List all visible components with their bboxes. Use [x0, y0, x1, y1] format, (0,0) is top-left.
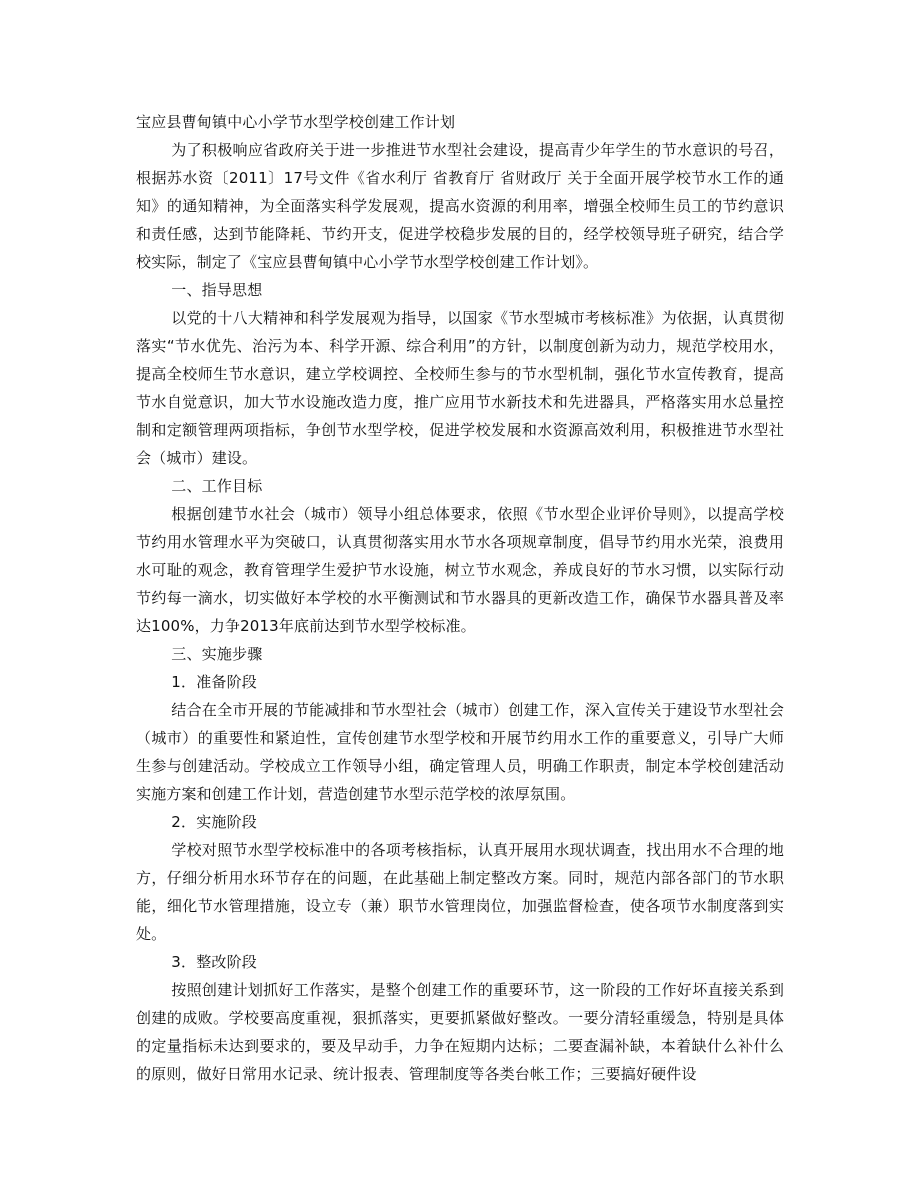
document-page [136, 108, 784, 1088]
step-heading-preparation: 1．准备阶段 [171, 673, 257, 691]
step-heading-rectification: 3．整改阶段 [171, 953, 257, 971]
step-heading-implementation: 2．实施阶段 [171, 813, 257, 831]
section-body-work-goals: 根据创建节水社会（城市）领导小组总体要求，依照《节水型企业评价导则》，以提高学校节约用水管理水平为突破口，认真贯彻落实用水节水各项规章制度，倡导节约用水光荣，浪费用水可耻的观念，教育管理学生爱护节水设施，树立节水观念，养成良好的节水习惯，以实际行动节约每一滴水，切实做好本学校的水平衡测试和节水器具的更新改造工作，确保节水器具普及率达100%，力争2013年底前达到节水型学校标准。 [136, 505, 784, 635]
section-heading-work-goals: 二、工作目标 [171, 477, 263, 495]
intro-paragraph: 为了积极响应省政府关于进一步推进节水型社会建设，提高青少年学生的节水意识的号召，根据苏水资〔2011〕17号文件《省水利厅 省教育厅 省财政厅 关于全面开展学校节水工作的通知》的通知精神，为全面落实科学发展观，提高水资源的利用率，增强全校师生员工的节约意识和责任感，达到节能降耗、节约开支，促进学校稳步发展的目的，经学校领导班子研究，结合学校实际，制定了《宝应县曹甸镇中心小学节水型学校创建工作计划》。 [136, 141, 784, 271]
section-heading-implementation-steps: 三、实施步骤 [171, 645, 263, 663]
step-body-implementation: 学校对照节水型学校标准中的各项考核指标，认真开展用水现状调查，找出用水不合理的地方，仔细分析用水环节存在的问题，在此基础上制定整改方案。同时，规范内部各部门的节水职能，细化节水管理措施，设立专（兼）职节水管理岗位，加强监督检查，使各项节水制度落到实处。 [136, 841, 784, 943]
step-body-rectification: 按照创建计划抓好工作落实，是整个创建工作的重要环节，这一阶段的工作好坏直接关系到创建的成败。学校要高度重视，狠抓落实，更要抓紧做好整改。一要分清轻重缓急，特别是具体的定量指标未达到要求的，要及早动手，力争在短期内达标；二要查漏补缺，本着缺什么补什么的原则，做好日常用水记录、统计报表、管理制度等各类台帐工作；三要搞好硬件设 [136, 981, 784, 1083]
section-body-guiding-ideology: 以党的十八大精神和科学发展观为指导，以国家《节水型城市考核标准》为依据，认真贯彻落实“节水优先、治污为本、科学开源、综合利用”的方针，以制度创新为动力，规范学校用水，提高全校师生节水意识，建立学校调控、全校师生参与的节水型机制，强化节水宣传教育，提高节水自觉意识，加大节水设施改造力度，推广应用节水新技术和先进器具，严格落实用水总量控制和定额管理两项指标，争创节水型学校，促进学校发展和水资源高效利用，积极推进节水型社会（城市）建设。 [136, 309, 784, 467]
step-body-preparation: 结合在全市开展的节能减排和节水型社会（城市）创建工作，深入宣传关于建设节水型社会（城市）的重要性和紧迫性，宣传创建节水型学校和开展节约用水工作的重要意义，引导广大师生参与创建活动。学校成立工作领导小组，确定管理人员，明确工作职责，制定本学校创建活动实施方案和创建工作计划，营造创建节水型示范学校的浓厚氛围。 [136, 701, 784, 803]
document-title: 宝应县曹甸镇中心小学节水型学校创建工作计划 [136, 113, 456, 131]
section-heading-guiding-ideology: 一、指导思想 [171, 281, 263, 299]
